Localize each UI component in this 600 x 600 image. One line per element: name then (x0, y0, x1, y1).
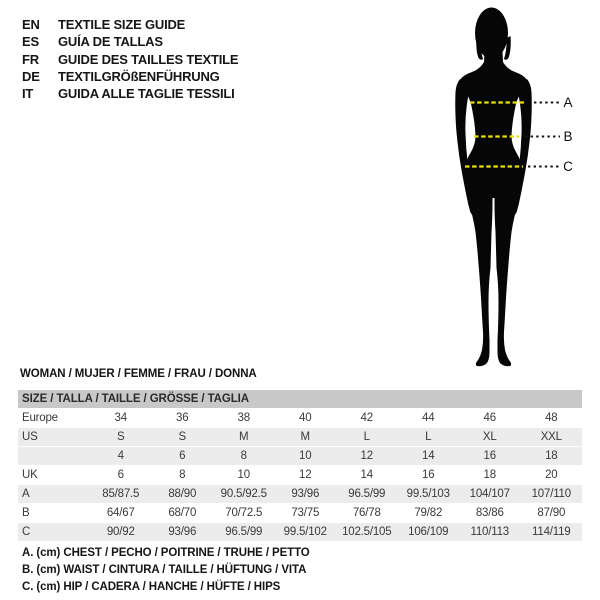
size-cell: 6 (117, 469, 124, 481)
size-cell: 34 (114, 412, 127, 424)
table-row-hip (18, 523, 582, 542)
size-cell: L (363, 431, 370, 443)
size-cell: 88/90 (168, 488, 197, 500)
size-cell: 85/87.5 (102, 488, 140, 500)
size-cell: 76/78 (352, 507, 381, 519)
size-cell: 90.5/92.5 (220, 488, 267, 500)
row-label: C (22, 526, 31, 538)
size-cell: 106/109 (408, 526, 449, 538)
size-cell: 8 (179, 469, 186, 481)
size-cell: XL (482, 431, 497, 443)
size-cell: 16 (422, 469, 435, 481)
marker-label-waist: B (563, 129, 573, 144)
language-label: GUIDE DES TAILLES TEXTILE (58, 51, 239, 67)
size-cell: 44 (422, 412, 435, 424)
size-cell: 8 (240, 450, 247, 462)
table-row-us-numeric (18, 447, 582, 466)
language-title-list (22, 16, 238, 102)
size-cell: 12 (299, 469, 312, 481)
size-cell: 16 (483, 450, 496, 462)
size-cell: 114/119 (532, 526, 571, 538)
marker-label-chest: A (563, 95, 573, 110)
size-cell: 99.5/102 (283, 526, 327, 538)
size-cell: 96.5/99 (348, 488, 386, 500)
row-label: B (22, 507, 30, 519)
size-cell: 64/67 (106, 507, 135, 519)
size-cell: 87/90 (537, 507, 566, 519)
size-cell: S (117, 431, 125, 443)
language-code: IT (22, 86, 34, 102)
size-cell: L (425, 431, 432, 443)
table-header-row (18, 390, 582, 409)
size-cell: 4 (117, 450, 124, 462)
language-label: TEXTILE SIZE GUIDE (58, 17, 186, 32)
size-cell: 40 (299, 412, 312, 424)
language-row-es (22, 33, 238, 50)
table-header-title: SIZE / TALLA / TAILLE / GRÖSSE / TAGLIA (18, 390, 582, 409)
size-cell: 38 (237, 412, 250, 424)
row-label: US (22, 431, 38, 443)
size-cell: 70/72.5 (225, 507, 263, 519)
row-label: Europe (22, 412, 58, 424)
size-table (18, 390, 582, 541)
size-cell: 46 (483, 412, 496, 424)
size-cell: 48 (545, 412, 558, 424)
size-cell: 20 (545, 469, 558, 481)
measurement-legend (22, 545, 310, 597)
language-row-fr (22, 51, 238, 68)
language-row-en (22, 16, 238, 33)
size-cell: 102.5/105 (342, 526, 392, 538)
size-cell: M (300, 431, 310, 443)
size-cell: 14 (422, 450, 435, 462)
size-cell: 79/82 (414, 507, 443, 519)
table-row-europe (18, 409, 582, 428)
size-cell: 73/75 (291, 507, 320, 519)
legend-hip: C. (cm) HIP / CADERA / HANCHE / HÜFTE / HIPS (22, 581, 281, 594)
size-cell: 10 (299, 450, 312, 462)
legend-waist: B. (cm) WAIST / CINTURA / TAILLE / HÜFTUNG / VITA (22, 564, 307, 577)
size-cell: 99.5/103 (406, 488, 450, 500)
language-label: GUÍA DE TALLAS (58, 34, 163, 50)
language-label: GUIDA ALLE TAGLIE TESSILI (58, 86, 235, 102)
size-cell: 93/96 (291, 488, 320, 500)
language-code: EN (22, 17, 40, 32)
size-cell: S (178, 431, 186, 443)
language-row-it (22, 85, 238, 102)
size-cell: 96.5/99 (225, 526, 263, 538)
size-cell: 18 (483, 469, 496, 481)
size-cell: 83/86 (475, 507, 504, 519)
language-code: FR (22, 51, 39, 67)
size-cell: XXL (540, 431, 562, 443)
row-label (18, 447, 90, 466)
marker-label-hip: C (563, 159, 573, 174)
language-row-de (22, 68, 238, 85)
section-title: WOMAN / MUJER / FEMME / FRAU / DONNA (20, 368, 257, 380)
size-cell: 12 (360, 450, 373, 462)
table-row-uk (18, 466, 582, 485)
language-code: DE (22, 68, 40, 84)
size-cell: 93/96 (168, 526, 197, 538)
size-cell: 42 (360, 412, 373, 424)
size-cell: 14 (360, 469, 373, 481)
language-label: TEXTILGRÖßENFÜHRUNG (58, 68, 220, 84)
row-label: UK (22, 469, 38, 481)
table-row-waist (18, 504, 582, 523)
size-cell: M (239, 431, 249, 443)
woman-silhouette-figure (430, 0, 600, 380)
table-row-chest (18, 485, 582, 504)
table-row-us (18, 428, 582, 447)
row-label: A (22, 488, 30, 500)
language-code: ES (22, 34, 39, 50)
size-cell: 110/113 (470, 526, 509, 538)
size-cell: 18 (545, 450, 558, 462)
size-cell: 90/92 (106, 526, 135, 538)
woman-silhouette-svg (430, 0, 600, 380)
size-cell: 104/107 (469, 488, 510, 500)
size-cell: 68/70 (168, 507, 197, 519)
size-cell: 6 (179, 450, 186, 462)
size-cell: 36 (176, 412, 189, 424)
legend-chest: A. (cm) CHEST / PECHO / POITRINE / TRUHE / PETTO (22, 547, 310, 559)
size-cell: 10 (237, 469, 250, 481)
size-cell: 107/110 (531, 488, 571, 500)
